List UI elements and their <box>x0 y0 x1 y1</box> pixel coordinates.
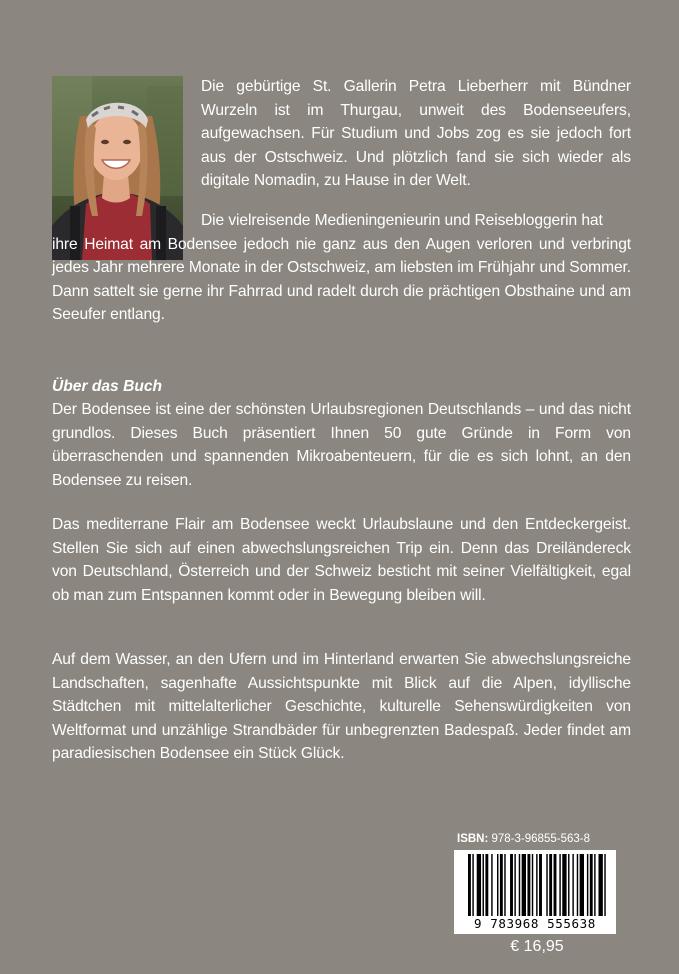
author-bio-paragraph-1: Die gebürtige St. Gallerin Petra Lieberherr mit Bündner Wurzeln ist im Thurgau, unweit des Bodenseeufers, aufgewachsen. Für Studium und Jobs zog es sie jedoch fort aus der Ostschweiz. Und plötzlich fand sie sich wieder als digitale Nomadin, zu Hause in der Welt. <box>201 78 631 190</box>
book-paragraph-1: Der Bodensee ist eine der schönsten Urlaubsregionen Deutschlands – und das nicht grundlos. Dieses Buch präsentiert Ihnen 50 gute Gründe in Form von überraschenden und spannenden Mikroabenteuern, für die es sich lohnt, an den Bodensee zu reisen. <box>52 401 631 489</box>
author-bio-paragraph-2 <box>52 209 631 327</box>
book-section-heading: Über das Buch <box>52 378 163 395</box>
price: € 16,95 <box>510 938 564 955</box>
isbn-line <box>457 833 617 845</box>
barcode <box>454 850 616 934</box>
barcode-digits: 9 783968 555638 <box>454 916 616 931</box>
author-bio-paragraph-2-first-line: Die vielreisende Medieningenieurin und Reisebloggerin hat <box>201 212 603 229</box>
author-bio-paragraph-2-rest: ihre Heimat am Bodensee jedoch nie ganz aus den Augen verloren und verbringt jedes Jahr mehrere Monate in der Ostschweiz, am liebsten im Frühjahr und Sommer. Dann sattelt sie gerne ihr Fahrrad und radelt durch die prächtigen Obsthaine und am Seeufer entlang. <box>52 235 631 324</box>
book-paragraph-3: Auf dem Wasser, an den Ufern und im Hinterland erwarten Sie abwechslungsreiche Landschaften, sagenhafte Aussichtspunkte mit Blick auf die Alpen, idyllische Städtchen mit mittelalterlicher Geschichte, kulturelle Sehenswürdigkeiten von Weltformat und unzählige Strandbäder für unbegrenzten Badespaß. Jeder findet am paradiesischen Bodensee ein Stück Glück. <box>52 651 631 763</box>
isbn-value: 978-3-96855-563-8 <box>491 833 590 845</box>
isbn-label: ISBN: <box>457 833 489 845</box>
book-paragraph-2: Das mediterrane Flair am Bodensee weckt Urlaubslaune und den Entdeckergeist. Stellen Sie sich auf einen abwechslungsreichen Trip ein. Denn das Dreiländereck von Deutschland, Österreich und der Schweiz besticht mit seiner Vielfältigkeit, egal ob man zum Entspannen kommt oder in Bewegung bleiben will. <box>52 516 631 604</box>
